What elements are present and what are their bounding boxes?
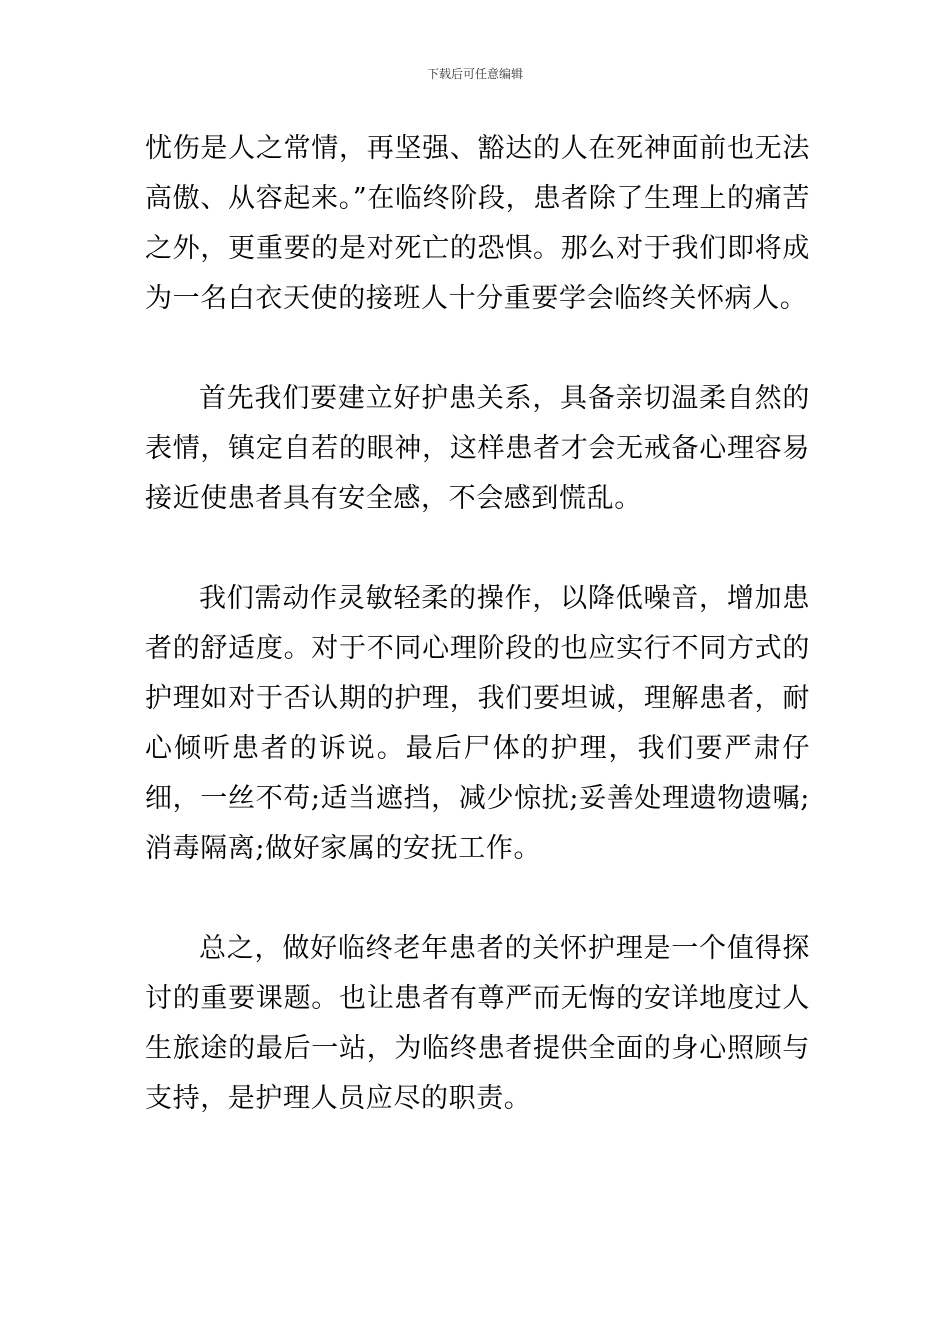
document-body <box>145 124 810 1124</box>
paragraph-3: 我们需动作灵敏轻柔的操作，以降低噪音，增加患者的舒适度。对于不同心理阶段的也应实行不同方式的护理如对于否认期的护理，我们要坦诚，理解患者，耐心倾听患者的诉说。最后尸体的护理，我们要严肃仔细，一丝不苟;适当遮挡，减少惊扰;妥善处理遗物遗嘱;消毒隔离;做好家属的安抚工作。 <box>145 583 810 864</box>
paragraph-1: 忧伤是人之常情，再坚强、豁达的人在死神面前也无法高傲、从容起来。”在临终阶段，患者除了生理上的痛苦之外，更重要的是对死亡的恐惧。那么对于我们即将成为一名白衣天使的接班人十分重要学会临终关怀病人。 <box>145 133 810 314</box>
paragraph-4: 总之，做好临终老年患者的关怀护理是一个值得探讨的重要课题。也让患者有尊严而无悔的安详地度过人生旅途的最后一站，为临终患者提供全面的身心照顾与支持，是护理人员应尽的职责。 <box>145 933 810 1114</box>
paragraph-spacer <box>145 874 810 924</box>
page-header: 下载后可任意编辑 <box>426 67 523 81</box>
paragraph-spacer <box>145 524 810 574</box>
paragraph-spacer <box>145 324 810 374</box>
paragraph-2: 首先我们要建立好护患关系，具备亲切温柔自然的表情，镇定自若的眼神，这样患者才会无戒备心理容易接近使患者具有安全感，不会感到慌乱。 <box>145 383 810 514</box>
